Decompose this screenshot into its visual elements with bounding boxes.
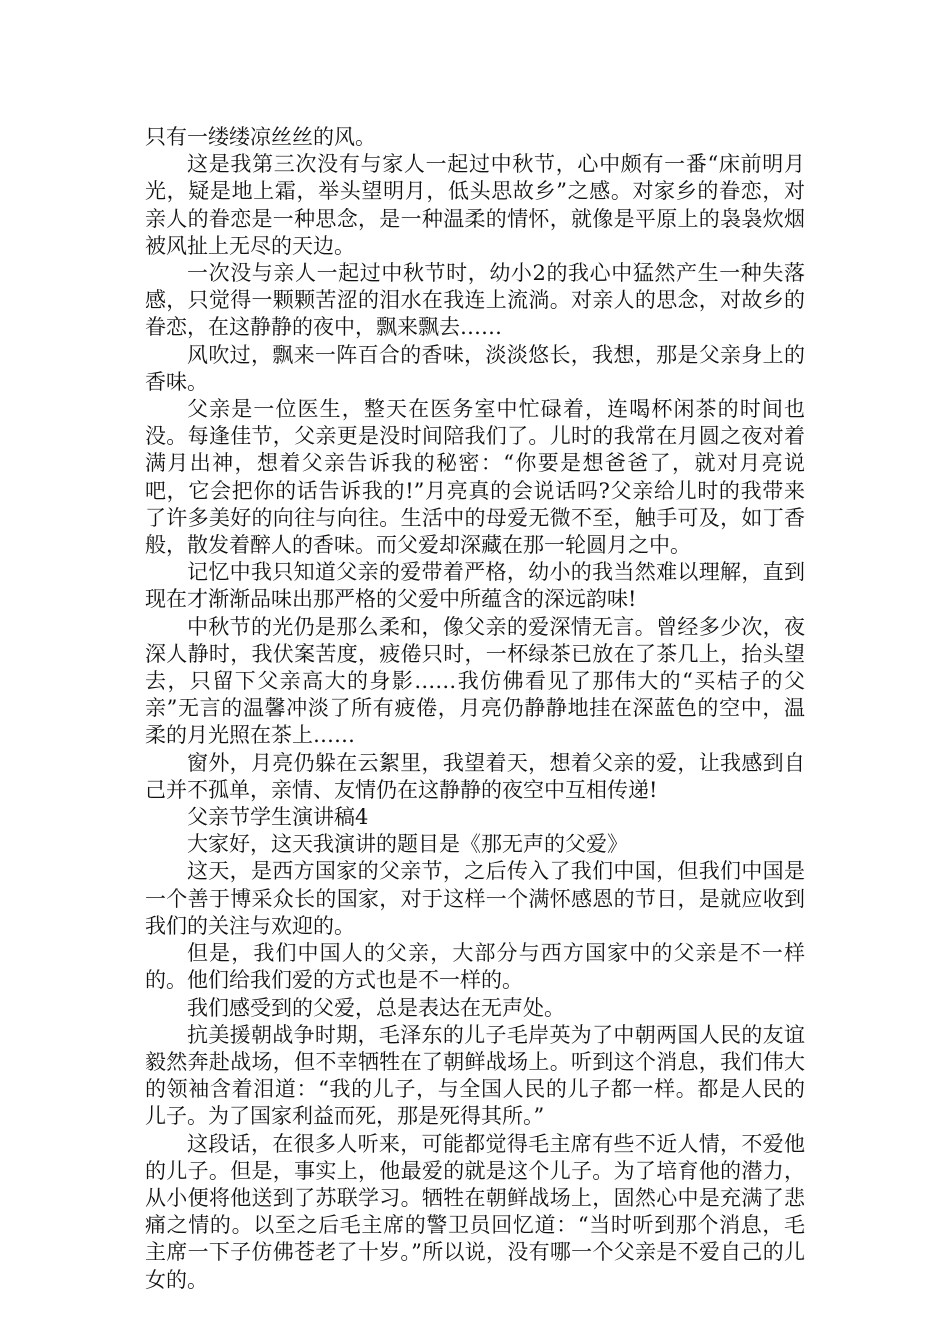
paragraph-11: 这天，是西方国家的父亲节，之后传入了我们中国，但我们中国是一个善于博采众长的国家，对于这样一个满怀感恩的节日，是就应收到我们的关注与欢迎的。 bbox=[145, 859, 805, 938]
paragraph-8: 窗外，月亮仍躲在云絮里，我望着天，想着父亲的爱，让我感到自己并不孤单，亲情、友情仍在这静静的夜空中互相传递! bbox=[145, 750, 805, 802]
paragraph-2: 这是我第三次没有与家人一起过中秋节，心中颇有一番“床前明月光，疑是地上霜，举头望明月，低头思故乡”之感。对家乡的眷恋，对亲人的眷恋是一种思念，是一种温柔的情怀，就像是平原上的袅袅炊烟被风扯上无尽的天边。 bbox=[145, 152, 805, 258]
paragraph-15: 这段话，在很多人听来，可能都觉得毛主席有些不近人情，不爱他的儿子。但是，事实上，他最爱的就是这个儿子。为了培育他的潜力，从小便将他送到了苏联学习。牺牲在朝鲜战场上，固然心中是充满了悲痛之情的。以至之后毛主席的警卫员回忆道：“当时听到那个消息，毛主席一下子仿佛苍老了十岁。”所以说，没有哪一个父亲是不爱自己的儿女的。 bbox=[145, 1131, 805, 1292]
paragraph-14: 抗美援朝战争时期，毛泽东的儿子毛岸英为了中朝两国人民的友谊毅然奔赴战场，但不幸牺牲在了朝鲜战场上。听到这个消息，我们伟大的领袖含着泪道：“我的儿子，与全国人民的儿子都一样。都是人民的儿子。为了国家利益而死，那是死得其所。” bbox=[145, 1022, 805, 1129]
paragraph-5: 父亲是一位医生，整天在医务室中忙碌着，连喝杯闲茶的时间也没。每逢佳节，父亲更是没时间陪我们了。儿时的我常在月圆之夜对着满月出神，想着父亲告诉我的秘密：“你要是想爸爸了，就对月亮说吧，它会把你的话告诉我的!”月亮真的会说话吗?父亲给儿时的我带来了许多美好的向往与向往。生活中的母爱无微不至，触手可及，如丁香般，散发着醉人的香味。而父爱却深藏在那一轮圆月之中。 bbox=[145, 397, 805, 558]
document-page bbox=[145, 124, 805, 1294]
paragraph-7: 中秋节的光仍是那么柔和，像父亲的爱深情无言。曾经多少次，夜深人静时，我伏案苦度，疲倦只时，一杯绿茶已放在了茶几上，抬头望去，只留下父亲高大的身影……我仿佛看见了那伟大的“买桔子的父亲”无言的温馨冲淡了所有疲倦，月亮仍静静地挂在深蓝色的空中，温柔的月光照在茶上…… bbox=[145, 614, 805, 748]
paragraph-12: 但是，我们中国人的父亲，大部分与西方国家中的父亲是不一样的。他们给我们爱的方式也是不一样的。 bbox=[145, 941, 805, 993]
paragraph-3: 一次没与亲人一起过中秋节时，幼小2的我心中猛然产生一种失落感，只觉得一颗颗苦涩的泪水在我连上流淌。对亲人的思念，对故乡的眷恋，在这静静的夜中，飘来飘去…… bbox=[145, 261, 805, 340]
paragraph-13: 我们感受到的父爱，总是表达在无声处。 bbox=[187, 995, 565, 1020]
paragraph-10: 大家好，这天我演讲的题目是《那无声的父爱》 bbox=[187, 832, 628, 857]
paragraph-1: 只有一缕缕凉丝丝的风。 bbox=[145, 125, 376, 149]
section-heading: 父亲节学生演讲稿4 bbox=[187, 805, 369, 830]
paragraph-4: 风吹过，飘来一阵百合的香味，淡淡悠长，我想，那是父亲身上的香味。 bbox=[145, 342, 805, 394]
paragraph-6: 记忆中我只知道父亲的爱带着严格，幼小的我当然难以理解，直到现在才渐渐品味出那严格的父爱中所蕴含的深远韵味! bbox=[145, 560, 805, 612]
